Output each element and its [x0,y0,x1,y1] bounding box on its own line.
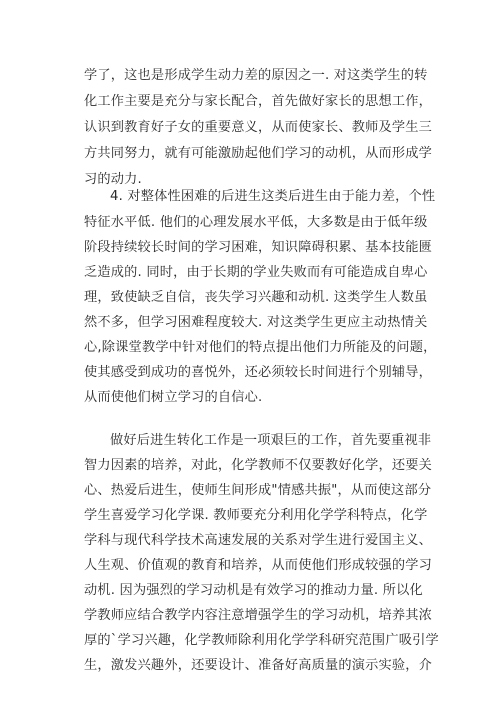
text-line: 厚的`学习兴趣，化学教师除利用化学学科研究范围广吸引学 [84,633,439,648]
text-line: 生，激发兴趣外，还要设计、准备好高质量的演示实验，介 [84,658,433,673]
text-line: 心,除课堂教学中针对他们的特点提出他们力所能及的问题， [84,340,437,355]
text-line: 方共同努力，就有可能激励起他们学习的动机，从而形成学 [84,146,433,161]
text-line: 学了，这也是形成学生动力差的原因之一. 对这类学生的转 [84,68,428,83]
text-line: 理，致使缺乏自信，丧失学习兴趣和动机. 这类学生人数虽 [84,290,428,305]
text-line: 学生喜爱学习化学课. 教师要充分利用化学学科特点，化学 [84,508,428,523]
text-line: 动机. 因为强烈的学习动机是有效学习的推动力量. 所以化 [84,583,423,598]
text-line: 乏造成的. 同时，由于长期的学业失败而有可能造成自卑心 [84,265,428,280]
text-line: 认识到教育好子女的重要意义，从而使家长、教师及学生三 [84,120,433,135]
text-line: 然不多，但学习困难程度较大. 对这类学生更应主动热情关 [84,315,428,330]
text-line: 阶段持续较长时间的学习困难，知识障碍积累、基本技能匮 [84,240,433,255]
text-line: 学教师应结合教学内容注意增强学生的学习动机，培养其浓 [84,608,433,623]
text-line: 习的动力. [84,172,142,187]
text-line: 使其感受到成功的喜悦外，还必须较长时间进行个别辅导， [84,365,433,380]
text-line: 人生观、价值观的教育和培养，从而使他们形成较强的学习 [84,558,433,573]
text-line: 从而使他们树立学习的自信心. [84,390,263,405]
text-line: 化工作主要是充分与家长配合，首先做好家长的思想工作， [84,94,433,109]
text-line: 学科与现代科学技术高速发展的关系对学生进行爱国主义、 [84,533,433,548]
text-line: 4. 对整体性困难的后进生这类后进生由于能力差，个性 [110,189,436,204]
text-line: 心、热爱后进生，使师生间形成"情感共振"，从而使这部分 [84,483,432,498]
text-line: 特征水平低. 他们的心理发展水平低，大多数是由于低年级 [84,215,428,230]
text-line: 智力因素的培养，对此，化学教师不仅要教好化学，还要关 [84,458,433,473]
text-line: 做好后进生转化工作是一项艰巨的工作，首先要重视非 [110,433,432,448]
